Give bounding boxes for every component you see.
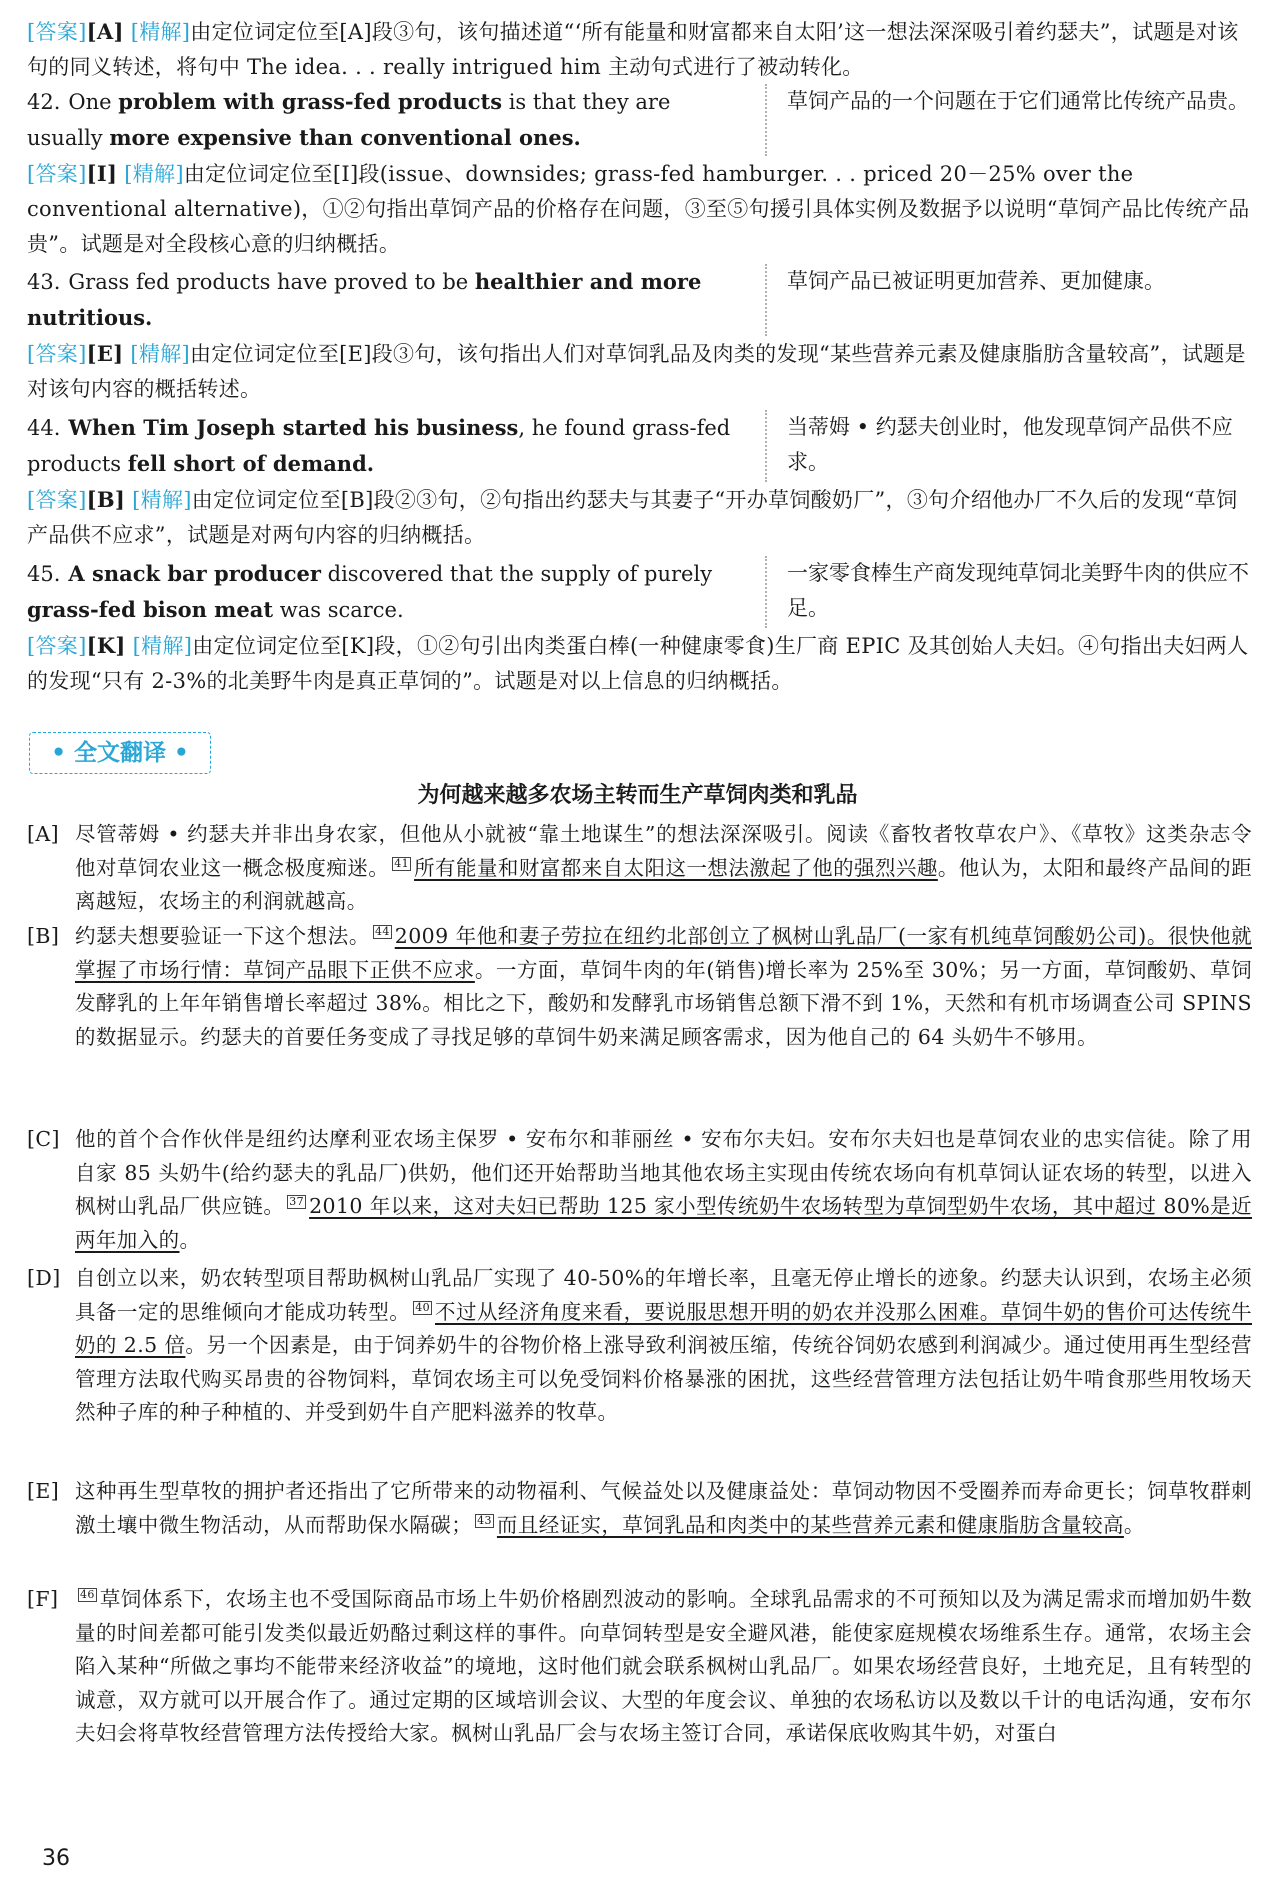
answer-letter: A xyxy=(96,19,114,44)
paragraph-label: [D] xyxy=(27,1266,61,1290)
answer-block-45: [ 答案 ] [K] [ 精解 ] 由定位词定位至[K]段，①②句引出肉类蛋白棒(一种健康零食)生厂商 EPIC 及其创始人夫妇。④句指出夫妇两人的发现“只有 2-3%的北美野牛肉是真正草饲的”。试题是对以上信息的归纳概括。 xyxy=(27,628,1252,699)
paragraph-label: [E] xyxy=(27,1479,60,1503)
explanation-text: 由定位词定位至[A]段③句，该句描述道“‘所有能量和财富都来自太阳’这一想法深深吸引着约瑟夫”，试题是对该句的同义转述，将句中 The idea. . . really intrigued him 主动句式进行了被动转化。 xyxy=(27,20,1239,79)
question-42 xyxy=(27,84,1252,156)
question-keyword: healthier and more nutritious. xyxy=(27,269,702,330)
question-marker: 44 xyxy=(374,925,390,939)
question-text: was scarce. xyxy=(273,598,404,622)
answer-letter: K xyxy=(96,633,116,658)
question-text: Grass fed products have proved to be xyxy=(68,270,475,294)
question-translation: 一家零食棒生产商发现纯草饲北美野牛肉的供应不足。 xyxy=(787,561,1249,620)
underlined-text: 而且经证实，草饲乳品和肉类中的某些营养元素和健康脂肪含量较高 xyxy=(496,1512,1124,1537)
question-translation: 草饲产品的一个问题在于它们通常比传统产品贵。 xyxy=(787,89,1249,113)
answer-block-42: [ 答案 ] [I] [ 精解 ] 由定位词定位至[I]段(issue、downsides; grass-fed hamburger. . . priced 20－25% over the conventional alternative)，①②句指出草饲产品的价格存在问题，③至⑤句援引具体实例及数据予以说明“草饲产品比传统产品贵”。试题是对全段核心意的归纳概括。 xyxy=(27,156,1252,262)
paragraph-label: [A] xyxy=(27,822,60,846)
paragraph-label: [B] xyxy=(27,924,60,948)
question-translation: 草饲产品已被证明更加营养、更加健康。 xyxy=(787,269,1165,293)
explanation-text: 由定位词定位至[I]段(issue、downsides; grass-fed hamburger. . . priced 20－25% over the conventional alternative)，①②句指出草饲产品的价格存在问题，③至⑤句援引具体实例及数据予以说明“草饲产品比传统产品贵”。试题是对全段核心意的归纳概括。 xyxy=(27,162,1250,256)
explanation-text: 由定位词定位至[E]段③句，该句指出人们对草饲乳品及肉类的发现“某些营养元素及健康脂肪含量较高”，试题是对该句内容的概括转述。 xyxy=(27,342,1246,401)
answer-letter: I xyxy=(96,161,107,186)
question-marker: 43 xyxy=(477,1513,492,1527)
question-keyword: A snack bar producer xyxy=(68,561,321,586)
underlined-text: 所有能量和财富都来自太阳这一想法激起了他的强烈兴趣 xyxy=(414,855,938,880)
paragraph-text: 草饲体系下，农场主也不受国际商品市场上牛奶价格剧烈波动的影响。全球乳品需求的不可预知以及为满足需求而增加奶牛数量的时间差都可能引发类似最近奶酪过剩这样的事件。向草饲转型是安全避风港，能使家庭规模农场维系生存。通常，农场主会陷入某种“所做之事均不能带来经济收益”的境地，这时他们就会联系枫树山乳品厂。如果农场经营良好，土地充足，且有转型的诚意，双方就可以开展合作了。通过定期的区域培训会议、大型的年度会议、单独的农场私访以及数以千计的电话沟通，安布尔夫妇会将草牧经营管理方法传授给大家。枫树山乳品厂会与农场主签订合同，承诺保底收购其牛奶，对蛋白 xyxy=(75,1587,1252,1745)
paragraph-text: 这种再生型草牧的拥护者还指出了它所带来的动物福利、气候益处以及健康益处：草饲动物因不受圈养而寿命更长；饲草牧群刺激土壤中微生物活动，从而帮助保水隔碳； xyxy=(75,1479,1252,1537)
answer-label: [ 答案 ] xyxy=(27,20,87,44)
answer-block-44: [ 答案 ] [B] [ 精解 ] 由定位词定位至[B]段②③句，②句指出约瑟夫与其妻子“开办草饲酸奶厂”，③句介绍他办厂不久后的发现“草饲产品供不应求”，试题是对两句内容的归纳概括。 xyxy=(27,482,1252,553)
paragraph-text: 他的首个合作伙伴是纽约达摩利亚农场主保罗 • 安布尔和菲丽丝 • 安布尔夫妇。安布尔夫妇也是草饲农业的忠实信徒。除了用自家 85 头奶牛(给约瑟夫的乳品厂)供奶，他们还开始帮助当地其他农场主实现由传统农场向有机草饲认证农场的转型，以进入枫树山乳品厂供应链。 xyxy=(75,1127,1252,1218)
translation-title: 为何越来越多农场主转而生产草饲肉类和乳品 xyxy=(417,783,858,808)
section-tag: • 全文翻译 • xyxy=(29,732,211,774)
paragraph-text: 。一方面，草饲牛肉的年(销售)增长率为 25%至 30%；另一方面，草饲酸奶、草饲发酵乳的上年年销售增长率超过 38%。相比之下，酸奶和发酵乳市场销售总额下滑不到 1%，天然和有机市场调查公司 SPINS 的数据显示。约瑟夫的首要任务变成了寻找足够的草饲牛奶来满足顾客需求，因为他自己的 64 头奶牛不够用。 xyxy=(75,957,1252,1049)
question-text: discovered that the supply of purely xyxy=(320,562,713,586)
paragraph-text: 尽管蒂姆 • 约瑟夫并非出身农家，但他从小就被“靠土地谋生”的想法深深吸引。阅读《畜牧者牧草农户》、《草牧》这类杂志令他对草饲农业这一概念极度痴迷。 xyxy=(75,822,1252,880)
paragraph-label: [C] xyxy=(27,1127,60,1151)
explanation-text: 由定位词定位至[B]段②③句，②句指出约瑟夫与其妻子“开办草饲酸奶厂”，③句介绍他办厂不久后的发现“草饲产品供不应求”，试题是对两句内容的归纳概括。 xyxy=(27,488,1238,547)
answer-letter: E xyxy=(96,341,114,366)
explain-label: [ 精解 ] xyxy=(132,488,192,512)
explain-label: [ 精解 ] xyxy=(130,342,190,366)
paragraph-label: [F] xyxy=(27,1587,59,1611)
question-43 xyxy=(27,264,1252,336)
question-text: One xyxy=(68,90,119,114)
answer-letter: B xyxy=(96,487,115,512)
paragraph-c xyxy=(27,1123,1252,1257)
paragraph-b xyxy=(27,920,1252,1054)
question-keyword: problem with grass-fed products xyxy=(118,89,503,114)
question-marker: 46 xyxy=(80,1588,95,1602)
question-number: 42. xyxy=(27,90,61,114)
question-number: 45. xyxy=(27,562,61,586)
paragraph-d xyxy=(27,1262,1252,1430)
question-marker: 37 xyxy=(289,1195,305,1209)
underlined-text: 2009 年他和妻子劳拉在纽约北部创立了枫树山乳品厂(一家有机纯草饲酸奶公司)。很快他就掌握了市场行情：草饲产品眼下正供不应求 xyxy=(75,924,1253,982)
question-45 xyxy=(27,556,1252,628)
underlined-text: 2010 年以来，这对夫妇已帮助 125 家小型传统奶牛农场转型为草饲型奶牛农场，其中超过 80%是近两年加入的 xyxy=(75,1194,1253,1252)
question-keyword: more expensive than conventional ones. xyxy=(109,125,581,150)
explain-label: [ 精解 ] xyxy=(124,162,184,186)
paragraph-a xyxy=(27,818,1252,919)
answer-label: [ 答案 ] xyxy=(27,488,87,512)
paragraph-text: 。另一个因素是，由于饲养奶牛的谷物价格上涨导致利润被压缩，传统谷饲奶农感到利润减少。通过使用再生型经营管理方法取代购买昂贵的谷物饲料，草饲农场主可以免受饲料价格暴涨的困扰，这些经营管理方法包括让奶牛啃食那些用牧场天然种子库的种子种植的、并受到奶牛自产肥料滋养的牧草。 xyxy=(75,1333,1252,1424)
page-number: 36 xyxy=(42,1846,70,1871)
explain-label: [ 精解 ] xyxy=(131,20,191,44)
question-keyword: When Tim Joseph started his business xyxy=(68,415,519,440)
answer-block-43: [ 答案 ] [E] [ 精解 ] 由定位词定位至[E]段③句，该句指出人们对草饲乳品及肉类的发现“某些营养元素及健康脂肪含量较高”，试题是对该句内容的概括转述。 xyxy=(27,336,1252,407)
explain-label: [ 精解 ] xyxy=(133,634,193,658)
answer-block-41: [ 答案 ] [A] [ 精解 ] 由定位词定位至[A]段③句，该句描述道“‘所有能量和财富都来自太阳’这一想法深深吸引着约瑟夫”，试题是对该句的同义转述，将句中 The idea. . . really intrigued him 主动句式进行了被动转化。 xyxy=(27,14,1252,85)
question-keyword: fell short of demand. xyxy=(127,451,375,476)
answer-label: [ 答案 ] xyxy=(27,162,87,186)
paragraph-text: 自创立以来，奶农转型项目帮助枫树山乳品厂实现了 40-50%的年增长率，且毫无停止增长的迹象。约瑟夫认识到，农场主必须具备一定的思维倾向才能成功转型。 xyxy=(75,1266,1252,1324)
question-translation: 当蒂姆 • 约瑟夫创业时，他发现草饲产品供不应求。 xyxy=(787,415,1233,474)
question-marker: 41 xyxy=(394,856,410,870)
paragraph-text: 。他认为，太阳和最终产品间的距离越短，农场主的利润就越高。 xyxy=(75,855,1253,913)
question-text: , he found grass-fed products xyxy=(27,416,731,476)
question-44 xyxy=(27,410,1252,482)
underlined-text: 不过从经济角度来看，要说服思想开明的奶农并没那么困难。草饲牛奶的售价可达传统牛奶的 2.5 倍 xyxy=(75,1299,1252,1357)
question-number: 43. xyxy=(27,270,61,294)
question-number: 44. xyxy=(27,416,61,440)
question-marker: 40 xyxy=(415,1300,430,1314)
explanation-text: 由定位词定位至[K]段，①②句引出肉类蛋白棒(一种健康零食)生厂商 EPIC 及其创始人夫妇。④句指出夫妇两人的发现“只有 2-3%的北美野牛肉是真正草饲的”。试题是对以上信息的归纳概括。 xyxy=(27,634,1249,693)
question-keyword: grass-fed bison meat xyxy=(27,597,274,622)
paragraph-e xyxy=(27,1475,1252,1542)
question-text: is that they are usually xyxy=(27,90,671,150)
answer-label: [ 答案 ] xyxy=(27,342,87,366)
answer-label: [ 答案 ] xyxy=(27,634,87,658)
paragraph-f xyxy=(27,1583,1252,1751)
paragraph-text: 。 xyxy=(1123,1512,1145,1537)
paragraph-text: 。 xyxy=(179,1227,201,1252)
paragraph-text: 约瑟夫想要验证一下这个想法。 xyxy=(75,924,370,948)
